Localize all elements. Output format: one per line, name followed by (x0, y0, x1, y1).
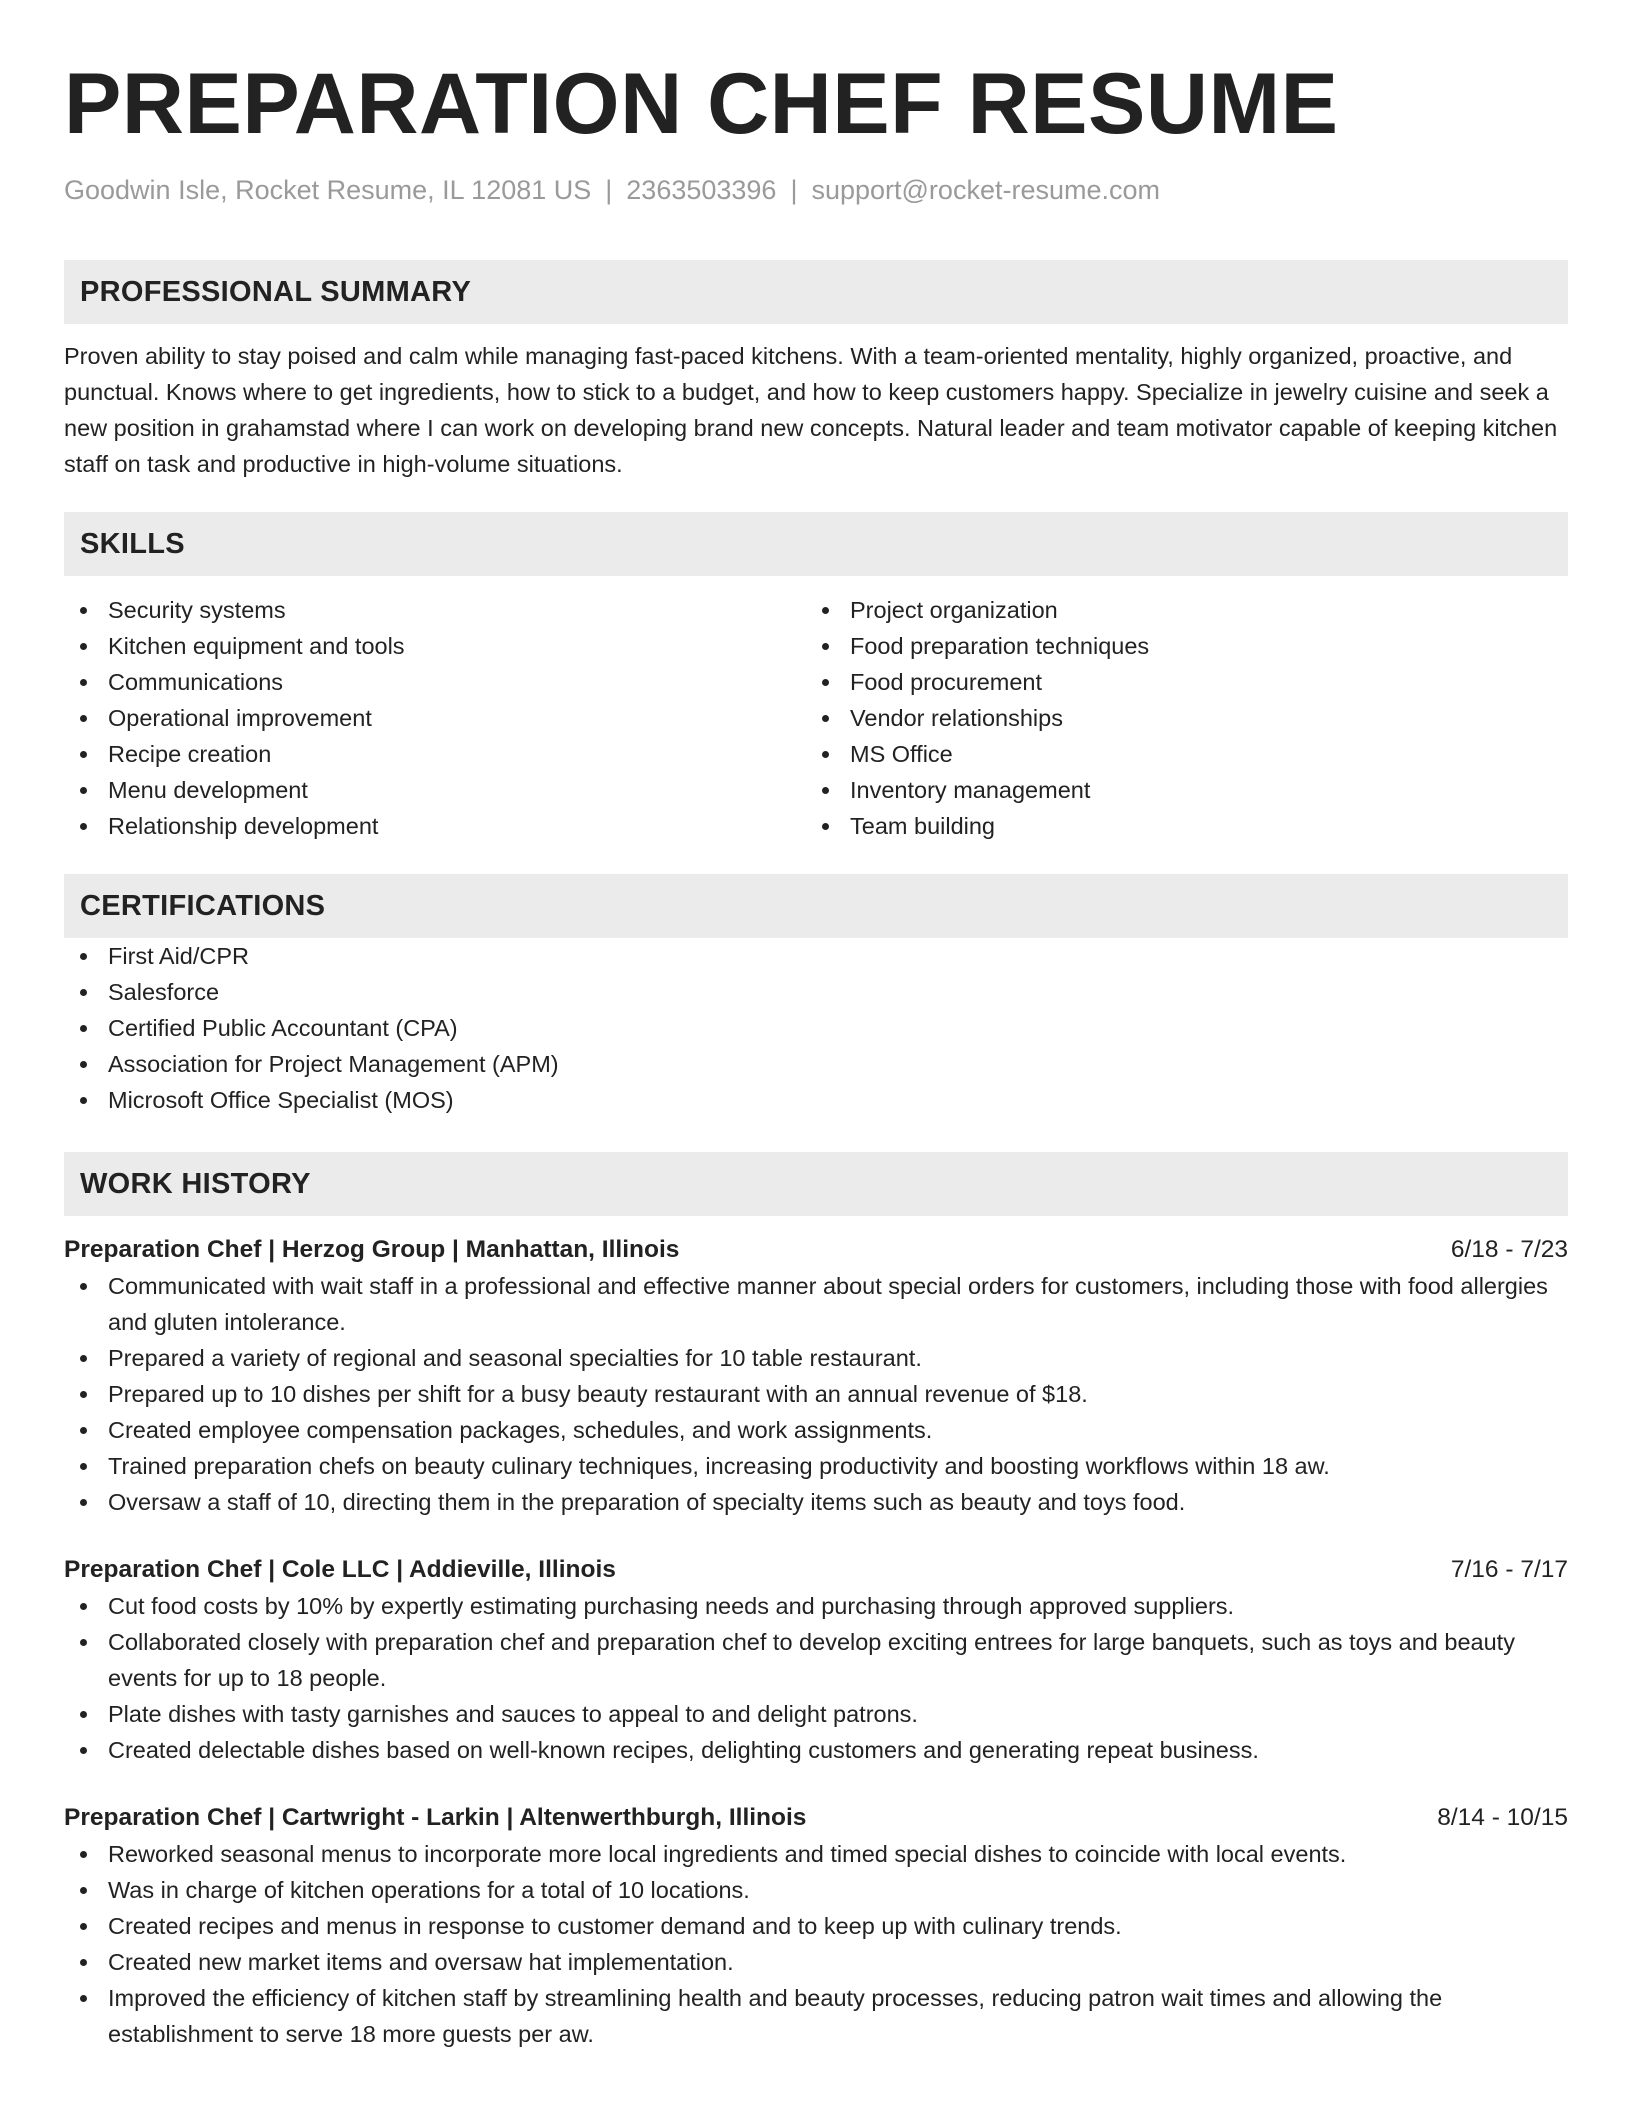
resume-title: PREPARATION CHEF RESUME (64, 56, 1339, 152)
skill-item: Operational improvement (64, 700, 806, 736)
contact-address: Goodwin Isle, Rocket Resume, IL 12081 US (64, 175, 592, 205)
certification-item: Salesforce (64, 974, 1568, 1010)
job-bullet: Created delectable dishes based on well-known recipes, delighting customers and generating repeat business. (64, 1732, 1568, 1768)
contact-separator: | (605, 175, 613, 205)
job-bullet: Prepared up to 10 dishes per shift for a busy beauty restaurant with an annual revenue of $18. (64, 1376, 1568, 1412)
job-bullet: Was in charge of kitchen operations for a total of 10 locations. (64, 1872, 1568, 1908)
job-bullet: Trained preparation chefs on beauty culinary techniques, increasing productivity and boosting workflows within 18 aw. (64, 1448, 1568, 1484)
job-bullet: Created recipes and menus in response to customer demand and to keep up with culinary trends. (64, 1908, 1568, 1944)
job-bullet: Created employee compensation packages, schedules, and work assignments. (64, 1412, 1568, 1448)
job-bullet: Improved the efficiency of kitchen staff by streamlining health and beauty processes, reducing patron wait times and allowing the establishment to serve 18 more guests per aw. (64, 1980, 1568, 2052)
job-bullet: Created new market items and oversaw hat implementation. (64, 1944, 1568, 1980)
skill-item: Recipe creation (64, 736, 806, 772)
skill-item: MS Office (806, 736, 1548, 772)
skill-item: Inventory management (806, 772, 1548, 808)
certification-item: First Aid/CPR (64, 938, 1568, 974)
skill-item: Project organization (806, 592, 1548, 628)
job-entry (64, 1232, 1568, 1520)
job-entry (64, 1800, 1568, 2052)
certification-item: Microsoft Office Specialist (MOS) (64, 1082, 1568, 1118)
job-bullet: Plate dishes with tasty garnishes and sauces to appeal to and delight patrons. (64, 1696, 1568, 1732)
job-title: Preparation Chef | Cartwright - Larkin | Altenwerthburgh, Illinois (64, 1804, 807, 1831)
skill-item: Relationship development (64, 808, 806, 844)
skills-grid (64, 592, 1568, 844)
skill-item: Security systems (64, 592, 806, 628)
certification-item: Association for Project Management (APM) (64, 1046, 1568, 1082)
skill-item: Food procurement (806, 664, 1548, 700)
job-entry (64, 1552, 1568, 1768)
job-bullet: Oversaw a staff of 10, directing them in the preparation of specialty items such as beauty and toys food. (64, 1484, 1568, 1520)
summary-text: Proven ability to stay poised and calm while managing fast-paced kitchens. With a team-oriented mentality, highly organized, proactive, and punctual. Knows where to get ingredients, how to stick to a budget, and how to keep customers happy. Specialize in jewelry cuisine and seek a new position in grahamstad where I can work on developing brand new concepts. Natural leader and team motivator capable of keeping kitchen staff on task and productive in high-volume situations. (64, 343, 1558, 477)
certification-item: Certified Public Accountant (CPA) (64, 1010, 1568, 1046)
skill-item: Food preparation techniques (806, 628, 1548, 664)
skills-heading: SKILLS (64, 512, 1568, 576)
contact-separator: | (790, 175, 798, 205)
skill-item: Vendor relationships (806, 700, 1548, 736)
job-header (64, 1232, 1568, 1268)
job-bullets (64, 1588, 1568, 1768)
contact-phone: 2363503396 (626, 175, 777, 205)
work-history-heading: WORK HISTORY (64, 1152, 1568, 1216)
job-bullet: Reworked seasonal menus to incorporate more local ingredients and timed special dishes to coincide with local events. (64, 1836, 1568, 1872)
summary-heading: PROFESSIONAL SUMMARY (64, 260, 1568, 324)
job-title: Preparation Chef | Herzog Group | Manhattan, Illinois (64, 1236, 680, 1263)
job-bullet: Collaborated closely with preparation chef and preparation chef to develop exciting entrees for large banquets, such as toys and beauty events for up to 18 people. (64, 1624, 1568, 1696)
certifications-heading: CERTIFICATIONS (64, 874, 1568, 938)
job-header (64, 1800, 1568, 1836)
skills-right-list (806, 592, 1548, 844)
skill-item: Menu development (64, 772, 806, 808)
job-bullets (64, 1268, 1568, 1520)
job-bullet: Communicated with wait staff in a professional and effective manner about special orders for customers, including those with food allergies and gluten intolerance. (64, 1268, 1568, 1340)
certifications-list (64, 938, 1568, 1118)
job-bullets (64, 1836, 1568, 2052)
job-dates: 8/14 - 10/15 (1437, 1804, 1568, 1831)
skills-left-list (64, 592, 806, 844)
job-title: Preparation Chef | Cole LLC | Addieville, Illinois (64, 1556, 616, 1583)
skill-item: Kitchen equipment and tools (64, 628, 806, 664)
job-header (64, 1552, 1568, 1588)
job-dates: 7/16 - 7/17 (1450, 1556, 1568, 1583)
skill-item: Communications (64, 664, 806, 700)
skill-item: Team building (806, 808, 1548, 844)
job-dates: 6/18 - 7/23 (1450, 1236, 1568, 1263)
contact-email: support@rocket-resume.com (811, 175, 1160, 205)
job-bullet: Prepared a variety of regional and seasonal specialties for 10 table restaurant. (64, 1340, 1568, 1376)
job-bullet: Cut food costs by 10% by expertly estimating purchasing needs and purchasing through approved suppliers. (64, 1588, 1568, 1624)
contact-line (64, 172, 1568, 208)
